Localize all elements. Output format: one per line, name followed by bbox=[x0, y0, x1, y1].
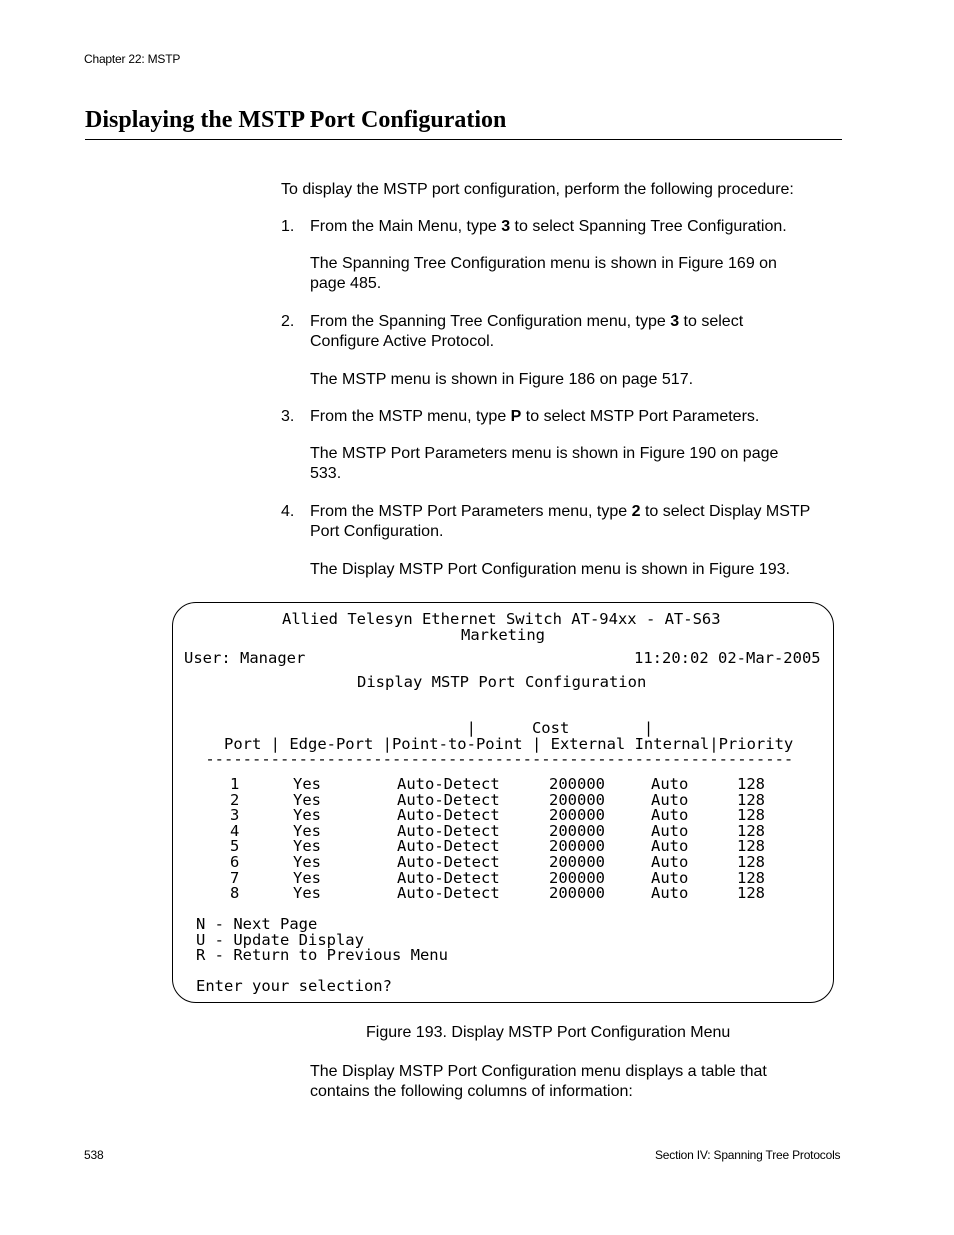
cell-priority: 128 bbox=[737, 868, 765, 887]
cell-port: 3 bbox=[230, 806, 240, 825]
console-title-line2: Marketing bbox=[461, 626, 545, 644]
cell-internal-cost: Auto bbox=[651, 868, 689, 887]
cell-external-cost: 200000 bbox=[549, 837, 605, 856]
title-rule bbox=[85, 139, 842, 140]
step-1-note: The Spanning Tree Configuration menu is shown in Figure 169 on page 485. bbox=[310, 255, 777, 292]
cell-point-to-point: Auto-Detect bbox=[397, 837, 500, 856]
step-2-text: From the Spanning Tree Configuration menu, type 3 to select Configure Active Protocol. bbox=[310, 313, 744, 350]
cell-point-to-point: Auto-Detect bbox=[397, 884, 500, 903]
step-4-number: 4. bbox=[281, 503, 295, 520]
step-2-key: 3 bbox=[670, 313, 680, 330]
cell-priority: 128 bbox=[737, 853, 765, 871]
step-4-key: 2 bbox=[631, 503, 641, 520]
console-screen-title: Display MSTP Port Configuration bbox=[357, 673, 647, 691]
cell-point-to-point: Auto-Detect bbox=[397, 853, 500, 871]
cell-internal-cost: Auto bbox=[651, 821, 689, 840]
intro-paragraph: To display the MSTP port configuration, perform the following procedure: bbox=[281, 181, 794, 198]
cell-edge-port: Yes bbox=[293, 837, 321, 856]
closing-paragraph: The Display MSTP Port Configuration menu displays a table that contains the following columns of information: bbox=[310, 1063, 767, 1100]
cell-internal-cost: Auto bbox=[651, 790, 689, 809]
cell-priority: 128 bbox=[737, 837, 765, 856]
cell-port: 8 bbox=[230, 884, 240, 903]
cell-port: 6 bbox=[230, 853, 240, 871]
cell-edge-port: Yes bbox=[293, 853, 321, 871]
section-title: Displaying the MSTP Port Configuration bbox=[85, 107, 507, 133]
running-header: Chapter 22: MSTP bbox=[84, 52, 181, 66]
cell-port: 1 bbox=[230, 775, 240, 793]
cell-edge-port: Yes bbox=[293, 884, 321, 903]
console-title-line1: Allied Telesyn Ethernet Switch AT-94xx - AT-S63 bbox=[282, 610, 721, 628]
console-table-header-2: Port | Edge-Port |Point-to-Point | External Internal|Priority bbox=[196, 735, 794, 753]
console-prompt: Enter your selection? bbox=[196, 977, 392, 995]
console-user: User: Manager bbox=[184, 649, 306, 667]
step-3-number: 3. bbox=[281, 408, 295, 425]
cell-internal-cost: Auto bbox=[651, 837, 689, 856]
page-number: 538 bbox=[84, 1148, 104, 1162]
step-1-number: 1. bbox=[281, 218, 295, 235]
cell-edge-port: Yes bbox=[293, 821, 321, 840]
step-3-key: P bbox=[510, 408, 522, 425]
step-3-text: From the MSTP menu, type P to select MSTP Port Parameters. bbox=[310, 408, 760, 425]
console-table-separator: --------------------------------------------------------------- bbox=[196, 750, 794, 768]
step-1-key: 3 bbox=[501, 218, 511, 235]
cell-port: 5 bbox=[230, 837, 240, 856]
step-3-note: The MSTP Port Parameters menu is shown in Figure 190 on page 533. bbox=[310, 445, 779, 482]
console-menu-return: R - Return to Previous Menu bbox=[196, 946, 448, 964]
cell-external-cost: 200000 bbox=[549, 821, 605, 840]
cell-edge-port: Yes bbox=[293, 775, 321, 793]
cell-point-to-point: Auto-Detect bbox=[397, 790, 500, 809]
console-menu-next-page: N - Next Page bbox=[196, 915, 318, 933]
cell-external-cost: 200000 bbox=[549, 884, 605, 903]
cell-point-to-point: Auto-Detect bbox=[397, 775, 500, 793]
console-datetime: 11:20:02 02-Mar-2005 bbox=[634, 649, 821, 667]
footer-section: Section IV: Spanning Tree Protocols bbox=[655, 1148, 841, 1162]
cell-internal-cost: Auto bbox=[651, 853, 689, 871]
cell-external-cost: 200000 bbox=[549, 775, 605, 793]
step-2-note: The MSTP menu is shown in Figure 186 on page 517. bbox=[310, 371, 694, 388]
cell-point-to-point: Auto-Detect bbox=[397, 868, 500, 887]
console-table-header-1: | Cost | bbox=[196, 719, 654, 737]
cell-edge-port: Yes bbox=[293, 806, 321, 825]
cell-port: 4 bbox=[230, 821, 240, 840]
step-4-text: From the MSTP Port Parameters menu, type 2 to select Display MSTP Port Configuration. bbox=[310, 503, 811, 540]
cell-internal-cost: Auto bbox=[651, 775, 689, 793]
cell-external-cost: 200000 bbox=[549, 853, 605, 871]
cell-edge-port: Yes bbox=[293, 790, 321, 809]
cell-external-cost: 200000 bbox=[549, 806, 605, 825]
step-1-text: From the Main Menu, type 3 to select Spanning Tree Configuration. bbox=[310, 218, 787, 235]
cell-external-cost: 200000 bbox=[549, 868, 605, 887]
cell-point-to-point: Auto-Detect bbox=[397, 821, 500, 840]
cell-priority: 128 bbox=[737, 806, 765, 825]
cell-internal-cost: Auto bbox=[651, 884, 689, 903]
cell-port: 7 bbox=[230, 868, 240, 887]
cell-point-to-point: Auto-Detect bbox=[397, 806, 500, 825]
console-menu-update-display: U - Update Display bbox=[196, 931, 364, 949]
cell-priority: 128 bbox=[737, 884, 765, 903]
cell-external-cost: 200000 bbox=[549, 790, 605, 809]
step-4-note: The Display MSTP Port Configuration menu is shown in Figure 193. bbox=[310, 561, 790, 578]
cell-priority: 128 bbox=[737, 821, 765, 840]
step-2-number: 2. bbox=[281, 313, 295, 330]
figure-caption: Figure 193. Display MSTP Port Configuration Menu bbox=[366, 1024, 731, 1041]
cell-port: 2 bbox=[230, 790, 240, 809]
cell-internal-cost: Auto bbox=[651, 806, 689, 825]
cell-priority: 128 bbox=[737, 790, 765, 809]
cell-priority: 128 bbox=[737, 775, 765, 793]
cell-edge-port: Yes bbox=[293, 868, 321, 887]
